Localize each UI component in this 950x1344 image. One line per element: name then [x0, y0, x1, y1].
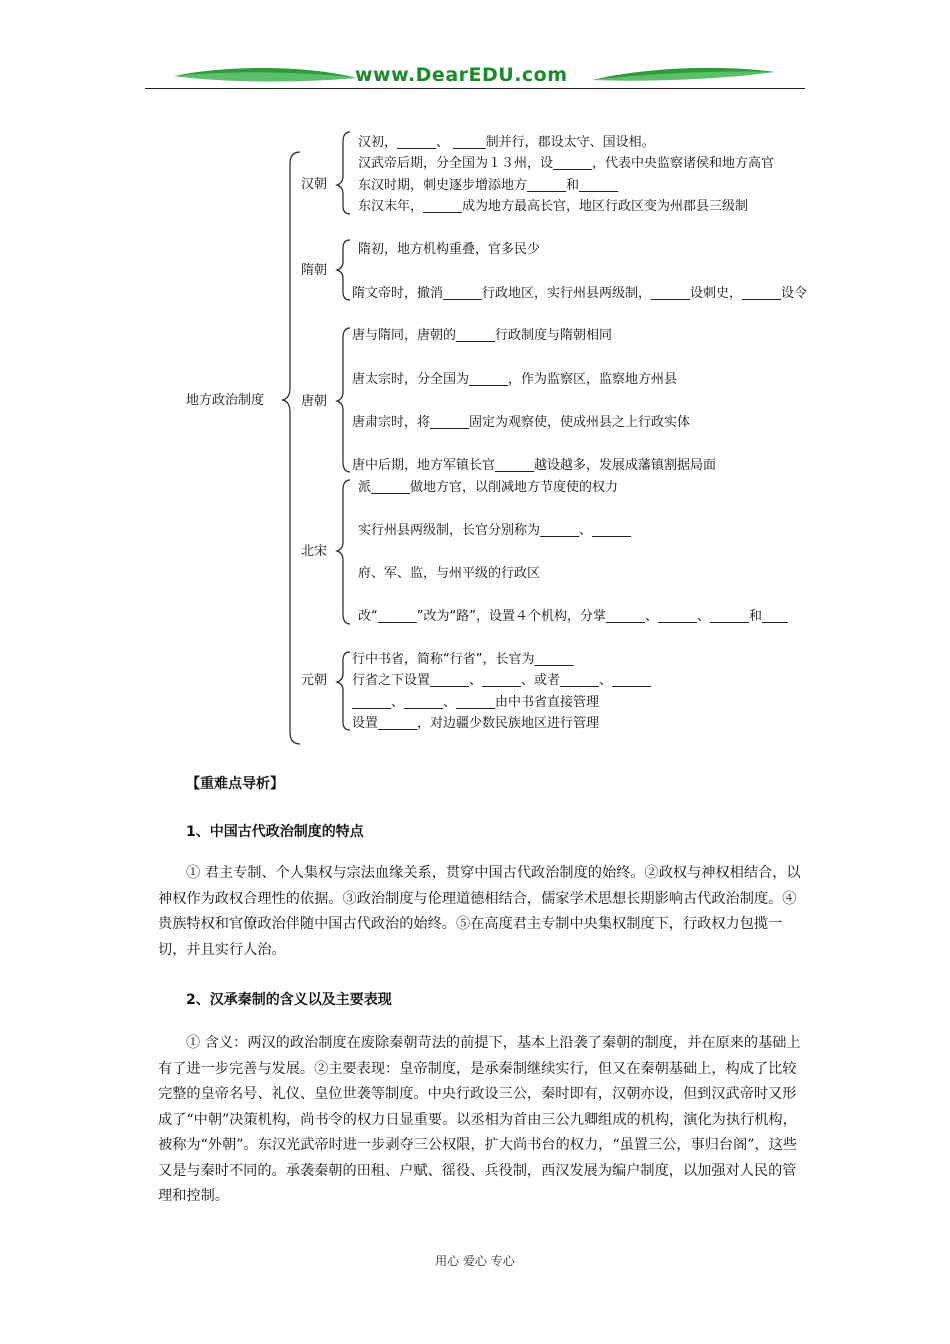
brace-tang: [337, 328, 350, 472]
brace-han: [337, 132, 350, 214]
branch-label-han: 汉朝: [301, 177, 328, 192]
branch-item: 唐中后期，地方军镇长官______越设越多，发展成藩镇割据局面: [352, 458, 717, 473]
analysis-title: 【重难点导析】: [186, 776, 284, 792]
section-paragraph: ① 含义：两汉的政治制度在废除秦朝苛法的前提下，基本上沿袭了秦朝的制度，并在原来的基础上有了进一步完善与发展。②主要表现：皇帝制度，是承秦制继续实行，但又在秦朝基础上，构成了比较完整的皇帝名号、礼仪、皇位世袭等制度。中央行政设三公，秦时即有，汉朝亦设，但到汉武帝时又形成了“中朝”决策机构，尚书令的权力日显重要。以丞相为首由三公九卿组成的机构，演化为执行机构，被称为“外朝”。东汉光武帝时进一步剥夺三公权限，扩大尚书台的权力，“虽置三公，事归台阁”，这些又是与秦时不同的。承袭秦朝的田租、户赋、徭役、兵役制，西汉发展为编户制度，以加强对人民的管理和控制。: [158, 1035, 801, 1204]
branch-label-yuan: 元朝: [301, 673, 328, 688]
branch-label-sui: 隋朝: [301, 263, 328, 278]
section-heading: 2、汉承秦制的含义以及主要表现: [186, 992, 392, 1008]
branch-item: 汉武帝后期，分全国为１３州，设______，代表中央监察诸侯和地方高官: [358, 156, 775, 171]
branch-item: 隋初，地方机构重叠，官多民少: [358, 242, 541, 257]
branch-item: 行省之下设置______、______、或者______、______: [352, 673, 652, 688]
brace-sui: [337, 240, 350, 300]
branch-label-song: 北宋: [301, 544, 328, 559]
page-footer: 用心 爱心 专心: [435, 1254, 515, 1268]
branch-item: 唐太宗时，分全国为______，作为监察区，监察地方州县: [352, 372, 678, 387]
branch-item: 派______做地方官，以削减地方节度使的权力: [358, 480, 619, 495]
section-paragraph: ① 君主专制、个人集权与宗法血缘关系，贯穿中国古代政治制度的始终。②政权与神权相结合，以神权作为政权合理性的依据。③政治制度与伦理道德相结合，儒家学术思想长期影响古代政治制度。④贵族特权和官僚政治伴随中国古代政治的始终。⑤在高度君主专制中央集权制度下，行政权力包揽一切，并且实行人治。: [158, 865, 801, 958]
branch-item: 改“______”改为“路”，设置４个机构，分掌______、______、______和____: [358, 609, 788, 624]
branch-item: 实行州县两级制，长官分别称为______、______: [358, 523, 632, 538]
brace-song: [337, 480, 350, 624]
branch-item: 府、军、监，与州平级的行政区: [358, 566, 541, 581]
branch-item: 隋文帝时，撤消______行政地区，实行州县两级制，______设刺史，______设令: [352, 286, 808, 301]
root-brace: [283, 152, 300, 744]
brace-yuan: [337, 652, 350, 730]
branch-item: ______、______、______由中书省直接管理: [352, 695, 600, 710]
branch-item: 东汉时期，刺史逐步增添地方______和______: [358, 178, 619, 193]
site-logo-text: www.DearEDU.com: [355, 64, 568, 86]
branch-item: 汉初，______、 _____制并行，郡设太守、国设相。: [358, 135, 655, 150]
branch-item: 设置______，对边疆少数民族地区进行管理: [352, 716, 600, 731]
diagram-root: 地方政治制度: [186, 393, 265, 408]
branch-item: 唐与隋同，唐朝的______行政制度与隋朝相同: [352, 328, 613, 343]
branch-item: 唐肃宗时，将______固定为观察使，使成州县之上行政实体: [352, 415, 691, 430]
branch-label-tang: 唐朝: [301, 394, 328, 409]
section-heading: 1、中国古代政治制度的特点: [186, 824, 364, 840]
branch-item: 行中书省，简称“行省”，长官为______: [352, 652, 574, 667]
branch-item: 东汉末年，______成为地方最高长官，地区行政区变为州郡县三级制: [358, 199, 749, 214]
